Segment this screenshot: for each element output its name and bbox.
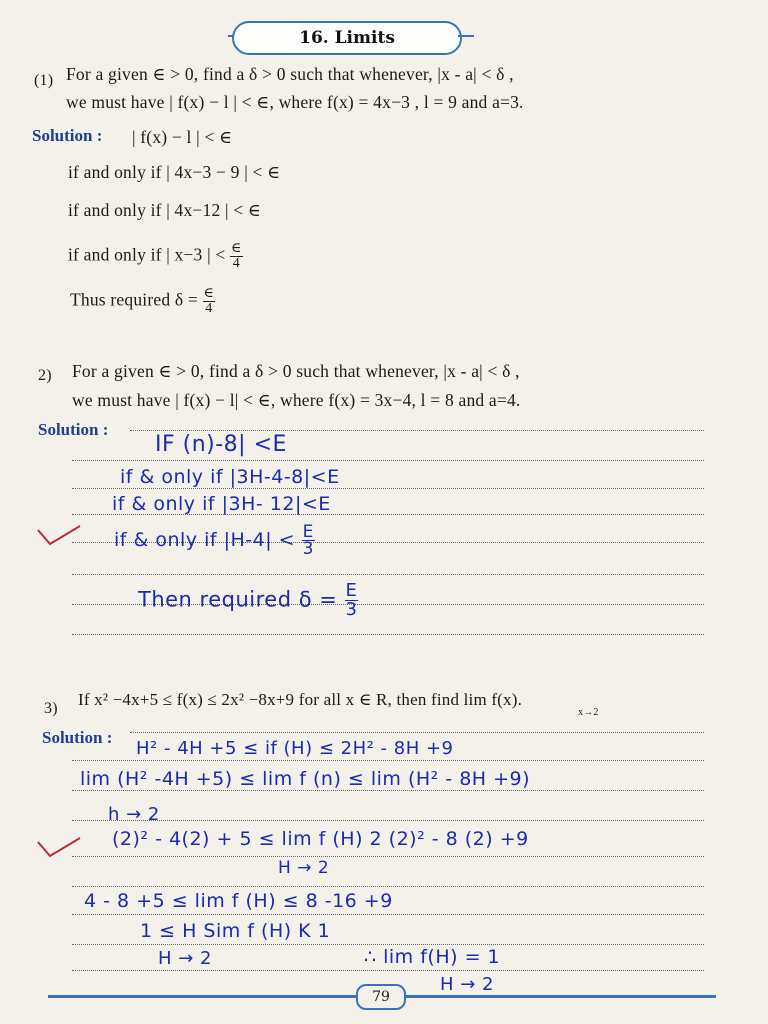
q1-step3 xyxy=(68,242,243,271)
q3-dotted-line-7 xyxy=(72,914,704,915)
q1-line2: we must have | f(x) − l | < ∈, where f(x) = 4x−3 , l = 9 and a=3. xyxy=(66,92,524,112)
q1-step4 xyxy=(70,287,215,316)
q2-dotted-line-3 xyxy=(72,488,704,489)
q3-dotted-line-3 xyxy=(72,790,704,791)
q3-dotted-line-2 xyxy=(72,760,704,761)
q2-hand4-num: E xyxy=(302,522,314,542)
q2-hand4-den: 3 xyxy=(302,539,314,559)
q2-dotted-line-6 xyxy=(72,574,704,575)
q1-solution-label: Solution : xyxy=(32,126,103,145)
q3-hand-line10: H → 2 xyxy=(440,974,495,995)
q3-hand-line4: (2)² - 4(2) + 5 ≤ lim f (H) 2 (2)² - 8 (2) +9 xyxy=(112,828,529,850)
q3-lim-subscript: x→2 xyxy=(578,707,599,718)
q3-check-mark-icon xyxy=(36,836,82,860)
q3-hand-line3: h → 2 xyxy=(108,804,160,825)
q3-hand-line1: H² - 4H +5 ≤ if (H) ≤ 2H² - 8H +9 xyxy=(136,738,454,759)
q2-hand-line1: IF (n)-8| <E xyxy=(155,432,287,457)
q2-hand-line5-fraction xyxy=(345,582,359,619)
q3-dotted-line-4 xyxy=(72,820,704,821)
q1-step4-text: Thus required δ = xyxy=(70,289,198,310)
q3-dotted-line-8 xyxy=(72,944,704,945)
q2-line1: For a given ∈ > 0, find a δ > 0 such that whenever, |x - a| < δ , xyxy=(72,361,520,381)
q3-hand-line6: 4 - 8 +5 ≤ lim f (H) ≤ 8 -16 +9 xyxy=(84,890,393,912)
q3-dotted-line-9 xyxy=(72,970,704,971)
title-rule-right xyxy=(458,35,474,37)
q1-step0: | f(x) − l | < ∈ xyxy=(132,127,233,147)
q3-statement: If x² −4x+5 ≤ f(x) ≤ 2x² −8x+9 for all x ∈ R, then find lim f(x). xyxy=(78,690,523,709)
q2-line2: we must have | f(x) − l| < ∈, where f(x) = 3x−4, l = 8 and a=4. xyxy=(72,390,521,410)
q3-number: 3) xyxy=(44,700,58,717)
q2-solution-label: Solution : xyxy=(38,420,109,439)
q3-hand-line8: H → 2 xyxy=(158,948,213,969)
q2-hand-line2: if & only if |3H-4-8|<E xyxy=(120,466,340,488)
q2-hand-line4-text: if & only if |H-4| < xyxy=(114,529,296,551)
q2-hand5-num: E xyxy=(345,580,358,601)
q2-hand-line4 xyxy=(114,524,315,557)
q2-dotted-line-8 xyxy=(72,634,704,635)
q1-number: (1) xyxy=(34,72,54,89)
q2-hand-line5-text: Then required δ = xyxy=(138,587,338,612)
chapter-title-box xyxy=(232,21,462,55)
page-number: 79 xyxy=(356,984,406,1010)
q1-step1: if and only if | 4x−3 − 9 | < ∈ xyxy=(68,162,281,182)
q3-hand-line7: 1 ≤ H Sim f (H) K 1 xyxy=(140,920,331,942)
q2-dotted-line-1 xyxy=(130,430,704,431)
q2-hand-line4-fraction xyxy=(302,524,315,557)
q3-dotted-line-5 xyxy=(72,856,704,857)
q1-step3-text: if and only if | x−3 | < xyxy=(68,244,226,265)
q2-hand-line5 xyxy=(138,582,358,619)
q1-step2: if and only if | 4x−12 | < ∈ xyxy=(68,200,262,220)
q1-line1: For a given ∈ > 0, find a δ > 0 such that whenever, |x - a| < δ , xyxy=(66,64,514,84)
q1-step4-num: ∈ xyxy=(203,286,215,301)
q3-hand-line9: ∴ lim f(H) = 1 xyxy=(364,946,501,968)
chapter-title: 16. Limits xyxy=(299,28,395,48)
q1-step4-den: 4 xyxy=(205,301,213,316)
q1-step3-fraction xyxy=(230,242,243,271)
q1-step3-num: ∈ xyxy=(231,241,242,256)
q2-number: 2) xyxy=(38,367,52,384)
q3-dotted-line-6 xyxy=(72,886,704,887)
q3-hand-line5: H → 2 xyxy=(278,858,330,878)
q3-solution-label: Solution : xyxy=(42,728,113,747)
q2-hand-line3: if & only if |3H- 12|<E xyxy=(112,493,331,515)
q2-dotted-line-2 xyxy=(72,460,704,461)
q3-hand-line2: lim (H² -4H +5) ≤ lim f (n) ≤ lim (H² - 8H +9) xyxy=(80,768,531,790)
q1-step4-fraction xyxy=(203,287,216,316)
q1-step3-den: 4 xyxy=(232,256,240,271)
q2-check-mark-icon xyxy=(36,524,82,548)
q2-hand5-den: 3 xyxy=(345,599,358,620)
q3-dotted-line-1 xyxy=(130,732,704,733)
